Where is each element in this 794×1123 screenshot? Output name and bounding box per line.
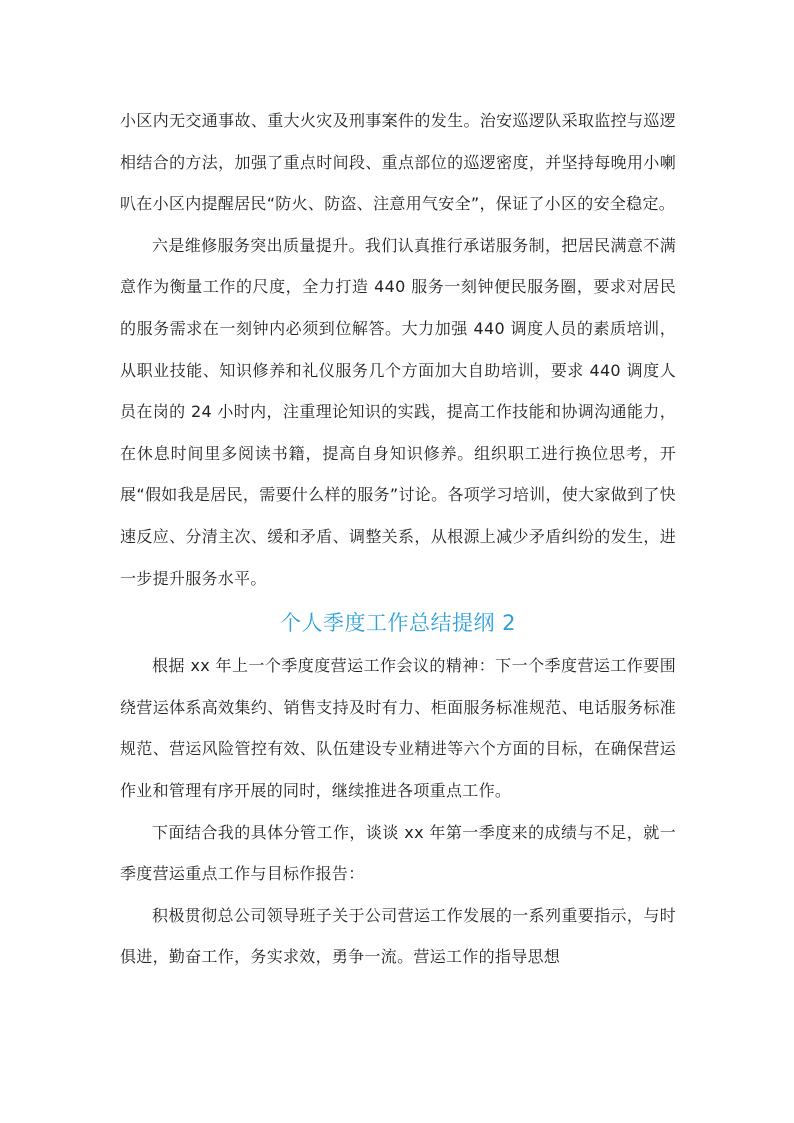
section-heading: 个人季度工作总结提纲 2 <box>279 611 517 636</box>
paragraph-guiding-ideas: 积极贯彻总公司领导班子关于公司营运工作发展的一系列重要指示，与时俱进，勤奋工作，务实求效，勇争一流。营运工作的指导思想 <box>120 905 676 967</box>
paragraph-repair-service: 六是维修服务突出质量提升。我们认真推行承诺服务制，把居民满意不满意作为衡量工作的尺度，全力打造 440 服务一刻钟便民服务圈，要求对居民的服务需求在一刻钟内必须到位解答。大力加强 440 调度人员的素质培训，从职业技能、知识修养和礼仪服务几个方面加大自助培训，要求 440 调度人员在岗的 24 小时内，注重理论知识的实践，提高工作技能和协调沟通能力，在休息时间里多阅读书籍，提高自身知识修养。组织职工进行换位思考，开展“假如我是居民，需要什么样的服务”讨论。各项学习培训，使大家做到了快速反应、分清主次、缓和矛盾、调整关系，从根源上减少矛盾纠纷的发生，进一步提升服务水平。 <box>120 235 676 588</box>
document-body <box>120 100 676 978</box>
paragraph-report-intro: 下面结合我的具体分管工作，谈谈 xx 年第一季度来的成绩与不足，就一季度营运重点工作与目标作报告： <box>120 822 676 884</box>
paragraph-meeting-spirit: 根据 xx 年上一个季度度营运工作会议的精神：下一个季度营运工作要围绕营运体系高效集约、销售支持及时有力、柜面服务标准规范、电话服务标准规范、营运风险管控有效、队伍建设专业精进等六个方面的目标，在确保营运作业和管理有序开展的同时，继续推进各项重点工作。 <box>120 656 676 800</box>
paragraph-safety: 小区内无交通事故、重大火灾及刑事案件的发生。治安巡逻队采取监控与巡逻相结合的方法，加强了重点时间段、重点部位的巡逻密度，并坚持每晚用小喇叭在小区内提醒居民“防火、防盗、注意用气安全”，保证了小区的安全稳定。 <box>120 111 676 214</box>
